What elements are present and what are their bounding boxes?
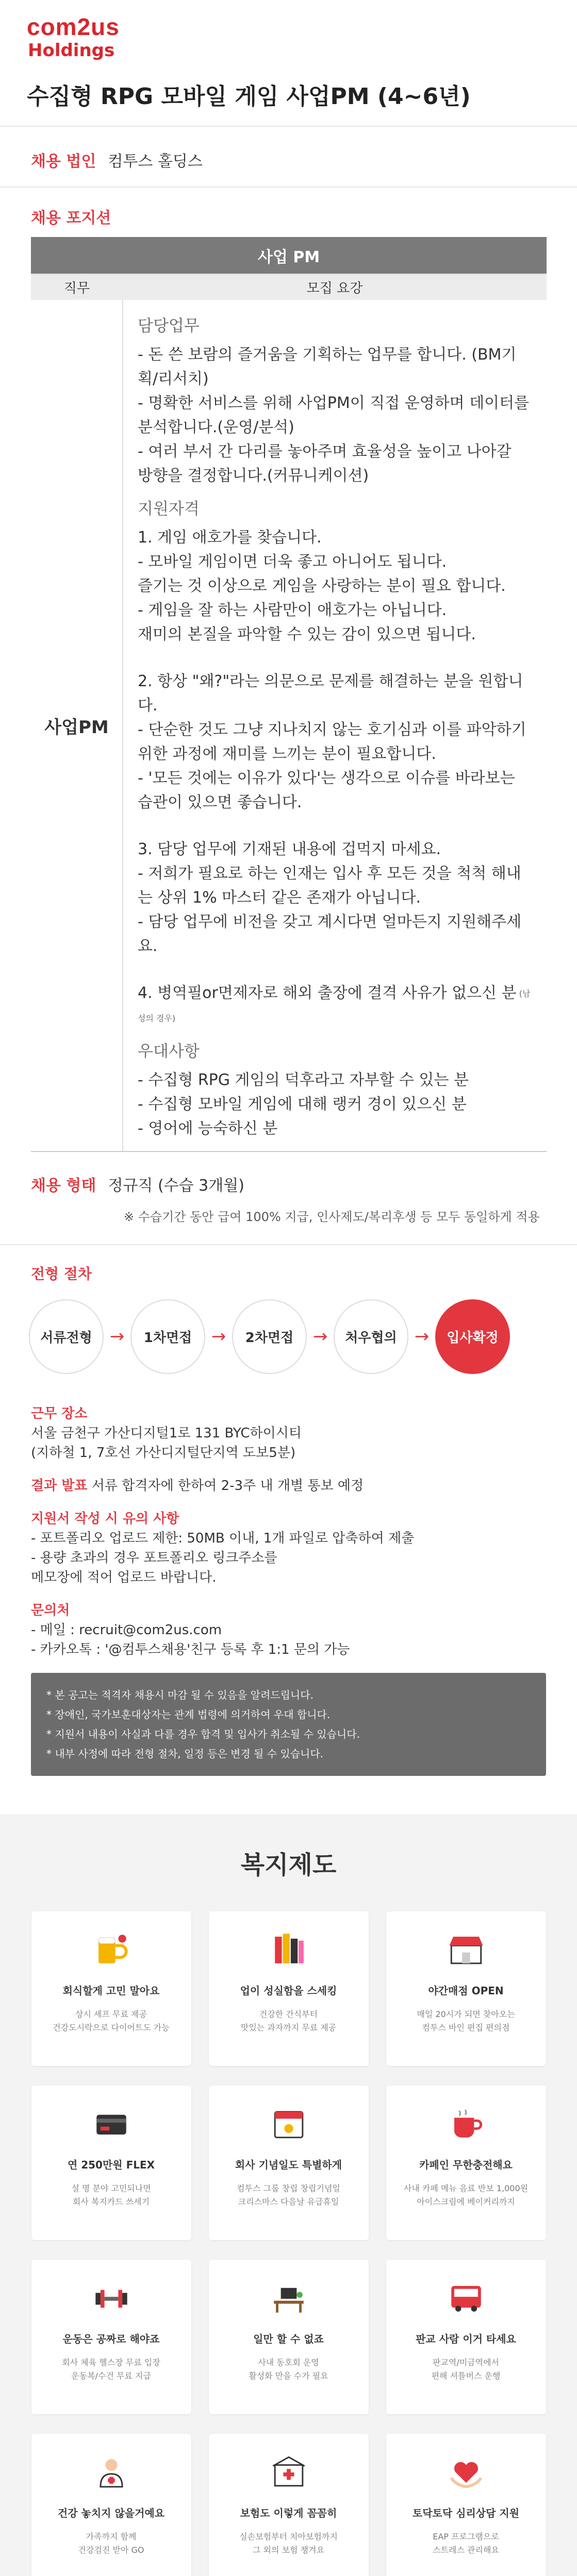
qual-line: - 단순한 것도 그냥 지나치지 않는 호기심과 이를 파악하기 위한 과정에 재미를 느끼는 분이 필요합니다. [138,721,526,763]
welfare-card [209,2434,369,2576]
guide-block [31,1509,546,1587]
contact-kakao: - 카카오톡 : '@컴투스채용'친구 등록 후 1:1 문의 가능 [31,1642,350,1657]
notice-line: * 본 공고는 적격자 채용시 마감 될 수 있음을 알려드립니다. [46,1689,314,1701]
welfare-card-title: 일만 할 수 없죠 [253,2333,324,2345]
qual-head: 4. 병역필or면제자로 해외 출장에 결격 사유가 없으신 분 (남성의 경우) [138,984,531,1023]
pref-item: - 수집형 모바일 게임에 대해 랭커 경이 있으신 분 [138,1095,467,1113]
welfare-card [31,2260,191,2414]
welfare-card-desc: 가족까지 함께 건강검진 받아 GO [78,2532,144,2555]
welfare-card-title: 회식할게 고민 말아요 [62,1985,160,1997]
welfare-card-desc: EAP 프로그램으로 스트레스 관리해요 [433,2532,499,2555]
duties-list [138,343,531,488]
welfare-card [209,1911,369,2066]
notice-line: * 내부 사정에 따라 전형 절차, 일정 등은 변경 될 수 있습니다. [46,1748,324,1760]
location-line-2: (지하철 1, 7호선 가산디지털단지역 도보5분) [31,1445,296,1461]
calendar-icon [264,2099,314,2148]
welfare-card-desc: 건강한 간식부터 맛있는 과자까지 무료 제공 [240,2009,337,2032]
doctor-icon [87,2447,136,2497]
welfare-card-title: 야간매점 OPEN [428,1985,504,1997]
welfare-card-title: 업이 성실함을 스세킹 [240,1985,337,1997]
desk-icon [264,2273,314,2323]
department-label: 채용 법인 [31,152,96,171]
duty-item: - 돈 쓴 보람의 즐거움을 기획하는 업무를 합니다. (BM기획/리서치) [138,346,517,388]
heart-hands-icon [441,2447,491,2497]
dumbbell-icon [87,2273,136,2323]
employment-row [0,1152,577,1200]
company-logo [0,0,577,77]
qual-line: - 게임을 잘 하는 사람만이 애호가는 아닙니다. [138,601,447,619]
guide-line-2: - 용량 초과의 경우 포트폴리오 링크주소를 [31,1550,277,1566]
employment-label: 채용 형태 [31,1177,96,1195]
info-section [0,1380,577,1659]
step-final: 입사확정 [435,1299,510,1374]
guide-line-1: - 포트폴리오 업로드 제한: 50MB 이내, 1개 파일로 압축하여 제출 [31,1531,415,1546]
welfare-card-desc: 회사 체육 헬스장 무료 입장 운동복/수건 무료 지급 [62,2358,160,2381]
contact-email[interactable]: - 메일 : recruit@com2us.com [31,1622,222,1638]
welfare-grid [0,1911,577,2576]
process-step: 처우협의 [334,1299,408,1374]
duty-item: - 여러 부서 간 다리를 놓아주며 효율성을 높이고 나아갈 방향을 결정합니다.(커뮤니케이션) [138,443,512,485]
arrow-icon: → [211,1326,226,1347]
welfare-card-title: 건강 놓치지 않을거예요 [57,2507,165,2519]
col-role-header: 직무 [31,274,123,300]
qual-head: 2. 항상 "왜?"라는 의문으로 문제를 해결하는 분을 원합니다. [138,672,523,715]
welfare-card [209,2260,369,2414]
qual-line: 즐기는 것 이상으로 게임을 사랑하는 분이 필요 합니다. [138,577,506,595]
welfare-card-desc: 설 명 분야 고민되나면 회사 복지카드 쓰세기 [71,2183,151,2207]
department-row [0,127,577,188]
quals-list [138,526,531,1030]
location-block [31,1404,546,1463]
welfare-card-desc: 상시 셰프 무료 제공 건강도시락으로 다이어트도 가능 [53,2009,170,2032]
welfare-card-title: 회사 기념일도 특별하게 [235,2159,342,2171]
welfare-card-desc: 사내 카페 메뉴 음료 반보 1,000원 아이스크림에 베이커리까지 [403,2183,529,2207]
qual-note: (남성의 경우) [138,989,531,1023]
job-table [31,237,547,1152]
books-icon [264,1925,314,1974]
qual-head: 3. 담당 업무에 기재된 내용에 겁먹지 마세요. [138,840,441,858]
welfare-section [0,1814,577,2576]
qual-line: - '모든 것에는 이유가 있다'는 생각으로 이슈를 바라보는 습관이 있으면 좋습니다. [138,769,515,811]
notice-box [31,1673,546,1776]
role-cell: 사업PM [31,300,123,1151]
notice-line: * 장애인, 국가보훈대상자는 관계 법령에 의거하여 우대 합니다. [46,1708,331,1721]
result-value: 서류 합격자에 한하여 2-3주 내 개별 통보 예정 [91,1478,364,1494]
welfare-card-desc: 실손보험부터 치아보험까지 그 외의 보험 챙겨요 [239,2532,338,2555]
store-icon [441,1925,491,1974]
result-label: 결과 발표 [31,1478,88,1494]
process-step: 2차면접 [232,1299,307,1374]
welfare-card [209,2086,369,2240]
location-label: 근무 장소 [31,1406,88,1421]
contact-block [31,1601,546,1659]
arrow-icon: → [414,1326,430,1347]
qual-line: 재미의 본질을 파악할 수 있는 감이 있으면 됩니다. [138,625,476,643]
col-summary-header: 모집 요강 [123,274,547,300]
logo-main-text: com2us [27,13,120,40]
process-step: 1차면접 [130,1299,205,1374]
welfare-card [386,1911,546,2066]
summary-cell [123,300,547,1151]
welfare-card-title: 판교 사람 이거 타세요 [416,2333,516,2345]
job-table-head: 사업 PM [31,237,547,274]
title-section [0,77,577,127]
employment-value: 정규직 (수습 3개월) [108,1177,244,1195]
process-steps [0,1293,577,1380]
welfare-card-title: 카페인 무한충전해요 [419,2159,513,2171]
coffee-icon [441,2099,491,2148]
welfare-card [31,1911,191,2066]
pref-item: - 영어에 능숙하신 분 [138,1120,278,1138]
welfare-card [31,2434,191,2576]
prefs-list [138,1068,531,1141]
page-title: 수집형 RPG 모바일 게임 사업PM (4~6년) [27,83,471,110]
process-step: 서류전형 [29,1299,104,1374]
welfare-card-desc: 컴투스 그룹 창립 창립기념일 크리스마스 다음날 유급휴일 [237,2183,340,2207]
logo-sub-text: Holdings [28,40,115,61]
location-line-1: 서울 금천구 가산디지털1로 131 BYC하이시티 [31,1426,302,1441]
notice-line: * 지원서 내용이 사실과 다를 경우 합격 및 입사가 취소될 수 있습니다. [46,1728,360,1740]
contact-label: 문의처 [31,1603,70,1618]
welfare-card-title: 운동은 공짜로 해야죠 [62,2333,160,2345]
pref-title: 우대사항 [138,1042,200,1061]
welfare-card-desc: 사내 동호회 운영 활성화 만을 수가 필요 [249,2358,328,2381]
qual-title: 지원자격 [138,500,200,518]
beer-icon [87,1925,136,1974]
pref-item: - 수집형 RPG 게임의 덕후라고 자부할 수 있는 분 [138,1071,469,1089]
welfare-card-title: 연 250만원 FLEX [67,2159,155,2171]
position-heading [0,188,577,237]
welfare-card-title: 보험도 이렇게 꼼꼼히 [240,2507,337,2519]
welfare-card [386,2260,546,2414]
clinic-icon [264,2447,314,2497]
welfare-card-title: 토닥토닥 심리상담 지원 [412,2507,520,2519]
arrow-icon: → [312,1326,328,1347]
qual-line: - 저희가 필요로 하는 인재는 입사 후 모든 것을 척척 해내는 상위 1% 마스터 같은 존재가 아닙니다. [138,865,521,907]
position-label: 채용 포지션 [31,209,111,227]
guide-line-3: 메모장에 적어 업로드 바랍니다. [31,1570,217,1585]
employment-note: ※ 수습기간 동안 급여 100% 지급, 인사제도/복리후생 등 모두 동일하게 적용 [0,1200,577,1245]
bus-icon [441,2273,491,2323]
welfare-card [31,2086,191,2240]
qual-line: - 모바일 게임이면 더욱 좋고 아니어도 됩니다. [138,553,447,571]
arrow-icon: → [109,1326,125,1347]
welfare-card [386,2434,546,2576]
duty-item: - 명확한 서비스를 위해 사업PM이 직접 운영하며 데이터를 분석합니다.(운영/분석) [138,394,530,436]
welfare-card [386,2086,546,2240]
qual-head: 1. 게임 애호가를 찾습니다. [138,529,322,547]
welfare-card-desc: 매일 20시가 되면 찾아오는 컴투스 바인 편집 편의점 [417,2009,515,2032]
duties-title: 담당업무 [138,317,200,335]
card-icon [87,2099,136,2148]
department-value: 컴투스 홀딩스 [108,152,203,171]
welfare-card-desc: 판교역/미금역에서 편해 셔틀버스 운행 [431,2358,501,2381]
guide-label: 지원서 작성 시 유의 사항 [31,1511,179,1527]
welfare-title: 복지제도 [240,1851,337,1879]
process-label: 전형 절차 [31,1265,92,1282]
qual-line: - 담당 업무에 비전을 갖고 계시다면 얼마든지 지원해주세요. [138,913,522,955]
result-block [31,1476,546,1496]
